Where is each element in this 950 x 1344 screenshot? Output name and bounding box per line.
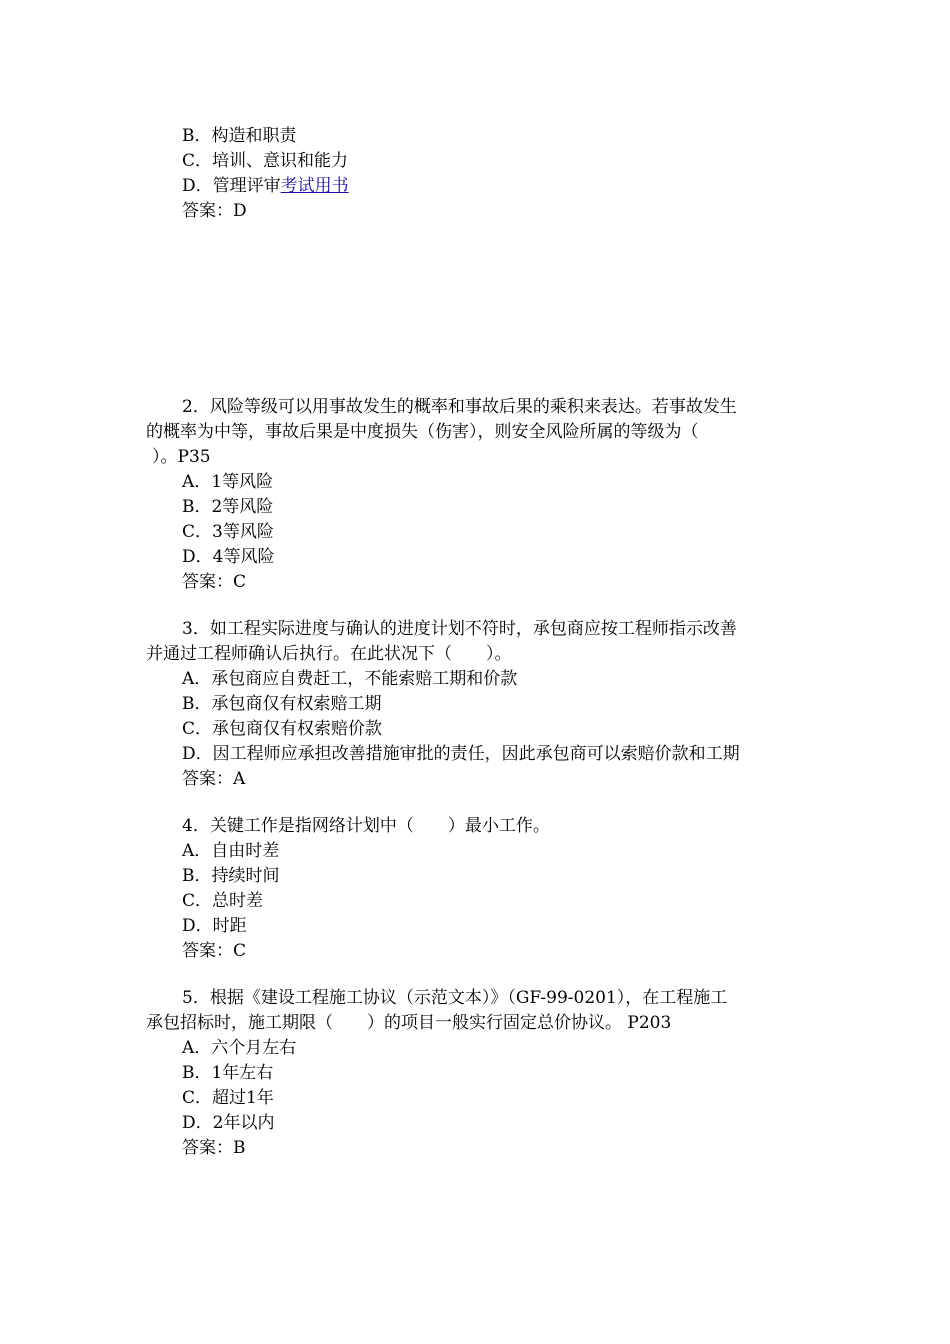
option-b: B．构造和职责 <box>182 126 297 146</box>
exam-book-link[interactable]: 考试用书 <box>280 176 349 196</box>
question-4 <box>146 814 806 964</box>
option-a: A．自由时差 <box>182 841 280 861</box>
option-b: B．2等风险 <box>182 497 274 517</box>
option-a: A．六个月左右 <box>182 1038 297 1058</box>
option-b: B．持续时间 <box>182 866 280 886</box>
option-a: A．承包商应自费赶工，不能索赔工期和价款 <box>182 669 518 689</box>
option-d-text: D．管理评审 <box>182 176 281 196</box>
option-c: C．3等风险 <box>182 522 274 542</box>
question-stem-cont: ）。P35 <box>152 447 211 467</box>
answer: 答案：C <box>182 572 247 592</box>
option-a: A．1等风险 <box>182 472 274 492</box>
option-c: C．超过1年 <box>182 1088 274 1108</box>
question-5 <box>146 986 806 1161</box>
option-d: D．2年以内 <box>182 1113 275 1133</box>
question-stem: 5．根据《建设工程施工协议（示范文本）》（GF-99-0201），在工程施工 <box>182 988 728 1008</box>
option-c: C．培训、意识和能力 <box>182 151 349 171</box>
question-stem-cont: 并通过工程师确认后执行。在此状况下（ ）。 <box>146 644 512 664</box>
question-stem: 2．风险等级可以用事故发生的概率和事故后果的乘积来表达。若事故发生 <box>182 397 737 417</box>
answer: 答案：D <box>182 201 247 221</box>
question-3 <box>146 617 806 792</box>
question-stem: 4．关键工作是指网络计划中（ ）最小工作。 <box>182 816 550 836</box>
option-d: D．时距 <box>182 916 247 936</box>
question-stem-cont: 承包招标时，施工期限（ ）的项目一般实行固定总价协议。 P203 <box>146 1013 672 1033</box>
option-d: D．4等风险 <box>182 547 275 567</box>
option-c: C．承包商仅有权索赔价款 <box>182 719 383 739</box>
option-b: B．1年左右 <box>182 1063 274 1083</box>
option-b: B．承包商仅有权索赔工期 <box>182 694 382 714</box>
question-stem: 3．如工程实际进度与确认的进度计划不符时，承包商应按工程师指示改善 <box>182 619 737 639</box>
question-2 <box>146 395 806 595</box>
option-d: D．因工程师应承担改善措施审批的责任，因此承包商可以索赔价款和工期 <box>182 744 740 764</box>
answer: 答案：B <box>182 1138 246 1158</box>
answer: 答案：A <box>182 769 246 789</box>
question-1-tail <box>146 124 806 224</box>
answer: 答案：C <box>182 941 247 961</box>
option-d <box>146 174 806 199</box>
question-stem-cont: 的概率为中等，事故后果是中度损失（伤害），则安全风险所属的等级为（ <box>146 422 699 442</box>
option-c: C．总时差 <box>182 891 264 911</box>
